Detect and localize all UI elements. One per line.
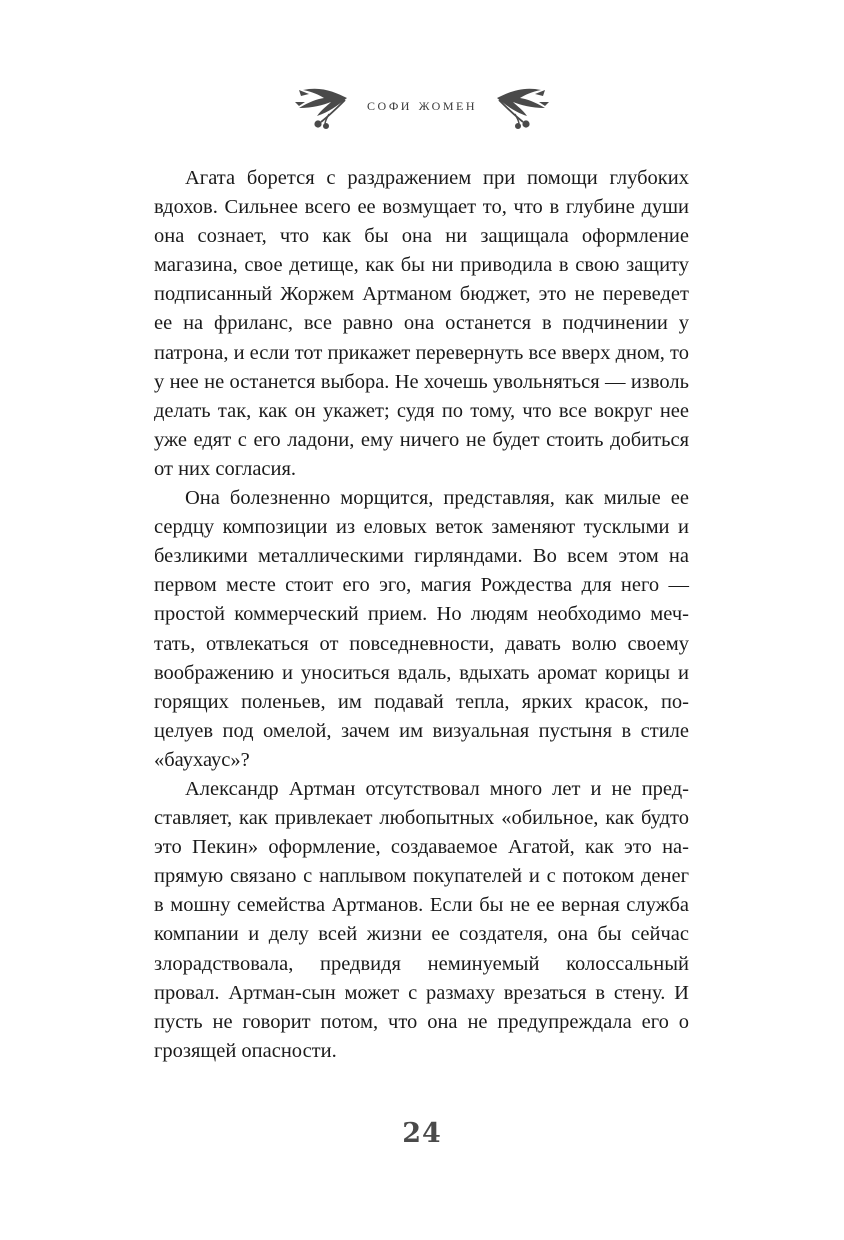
paragraph: Она болезненно морщится, представляя, как милые ее сердцу композиции из еловых веток заменяют тусклыми и безликими металлическими гирляндами. Во всем этом на первом месте стоит его эго, магия Рождества для него — простой коммерческий прием. Но людям необходимо мечтать, отвлекаться от повседневности, давать волю своему воображению и уноситься вдаль, вдыхать аромат корицы и горящих поленьев, им подавай тепла, ярких красок, поцелуев под омелой, зачем им визуальная пустыня в стиле «баухаус»? — [154, 487, 689, 771]
author-name: софи жомен — [367, 94, 477, 114]
paragraph: Александр Артман отсутствовал много лет и не представляет, как привлекает любопытных «обильное, как будто это Пекин» оформление, создаваемое Агатой, как это напрямую связано с наплывом покупателей и с потоком денег в мошну семейства Артманов. Если бы не ее верная служба компании и делу всей жизни ее создателя, она бы сейчас злорадствовала, предвидя неминуемый колоссальный провал. Артман-сын может с размаху врезаться в стену. И пусть не говорит потом, что она не предупреждала его о грозящей опасности. — [154, 777, 689, 1062]
body-text — [154, 164, 689, 1066]
running-head — [0, 78, 844, 130]
page-number: 24 — [402, 1118, 442, 1149]
paragraph: Агата борется с раздражением при помощи глубоких вдохов. Сильнее всего ее возмущает то, что в глубине души она сознает, что как бы она ни защищала оформление магазина, свое детище, как бы ни приводила в свою защиту подписанный Жоржем Артманом бюджет, это не переведет ее на фриланс, все равно она останется в подчинении у патрона, и если тот прикажет перевернуть все вверх дном, то у нее не останется выбора. Не хочешь увольняться — изволь делать так, как он укажет; судя по тому, что все вокруг нее уже едят с его ладони, ему ничего не будет стоить добиться от них согласия. — [154, 167, 689, 480]
leaf-sprig-icon — [495, 78, 553, 130]
leaf-sprig-icon — [291, 78, 349, 130]
